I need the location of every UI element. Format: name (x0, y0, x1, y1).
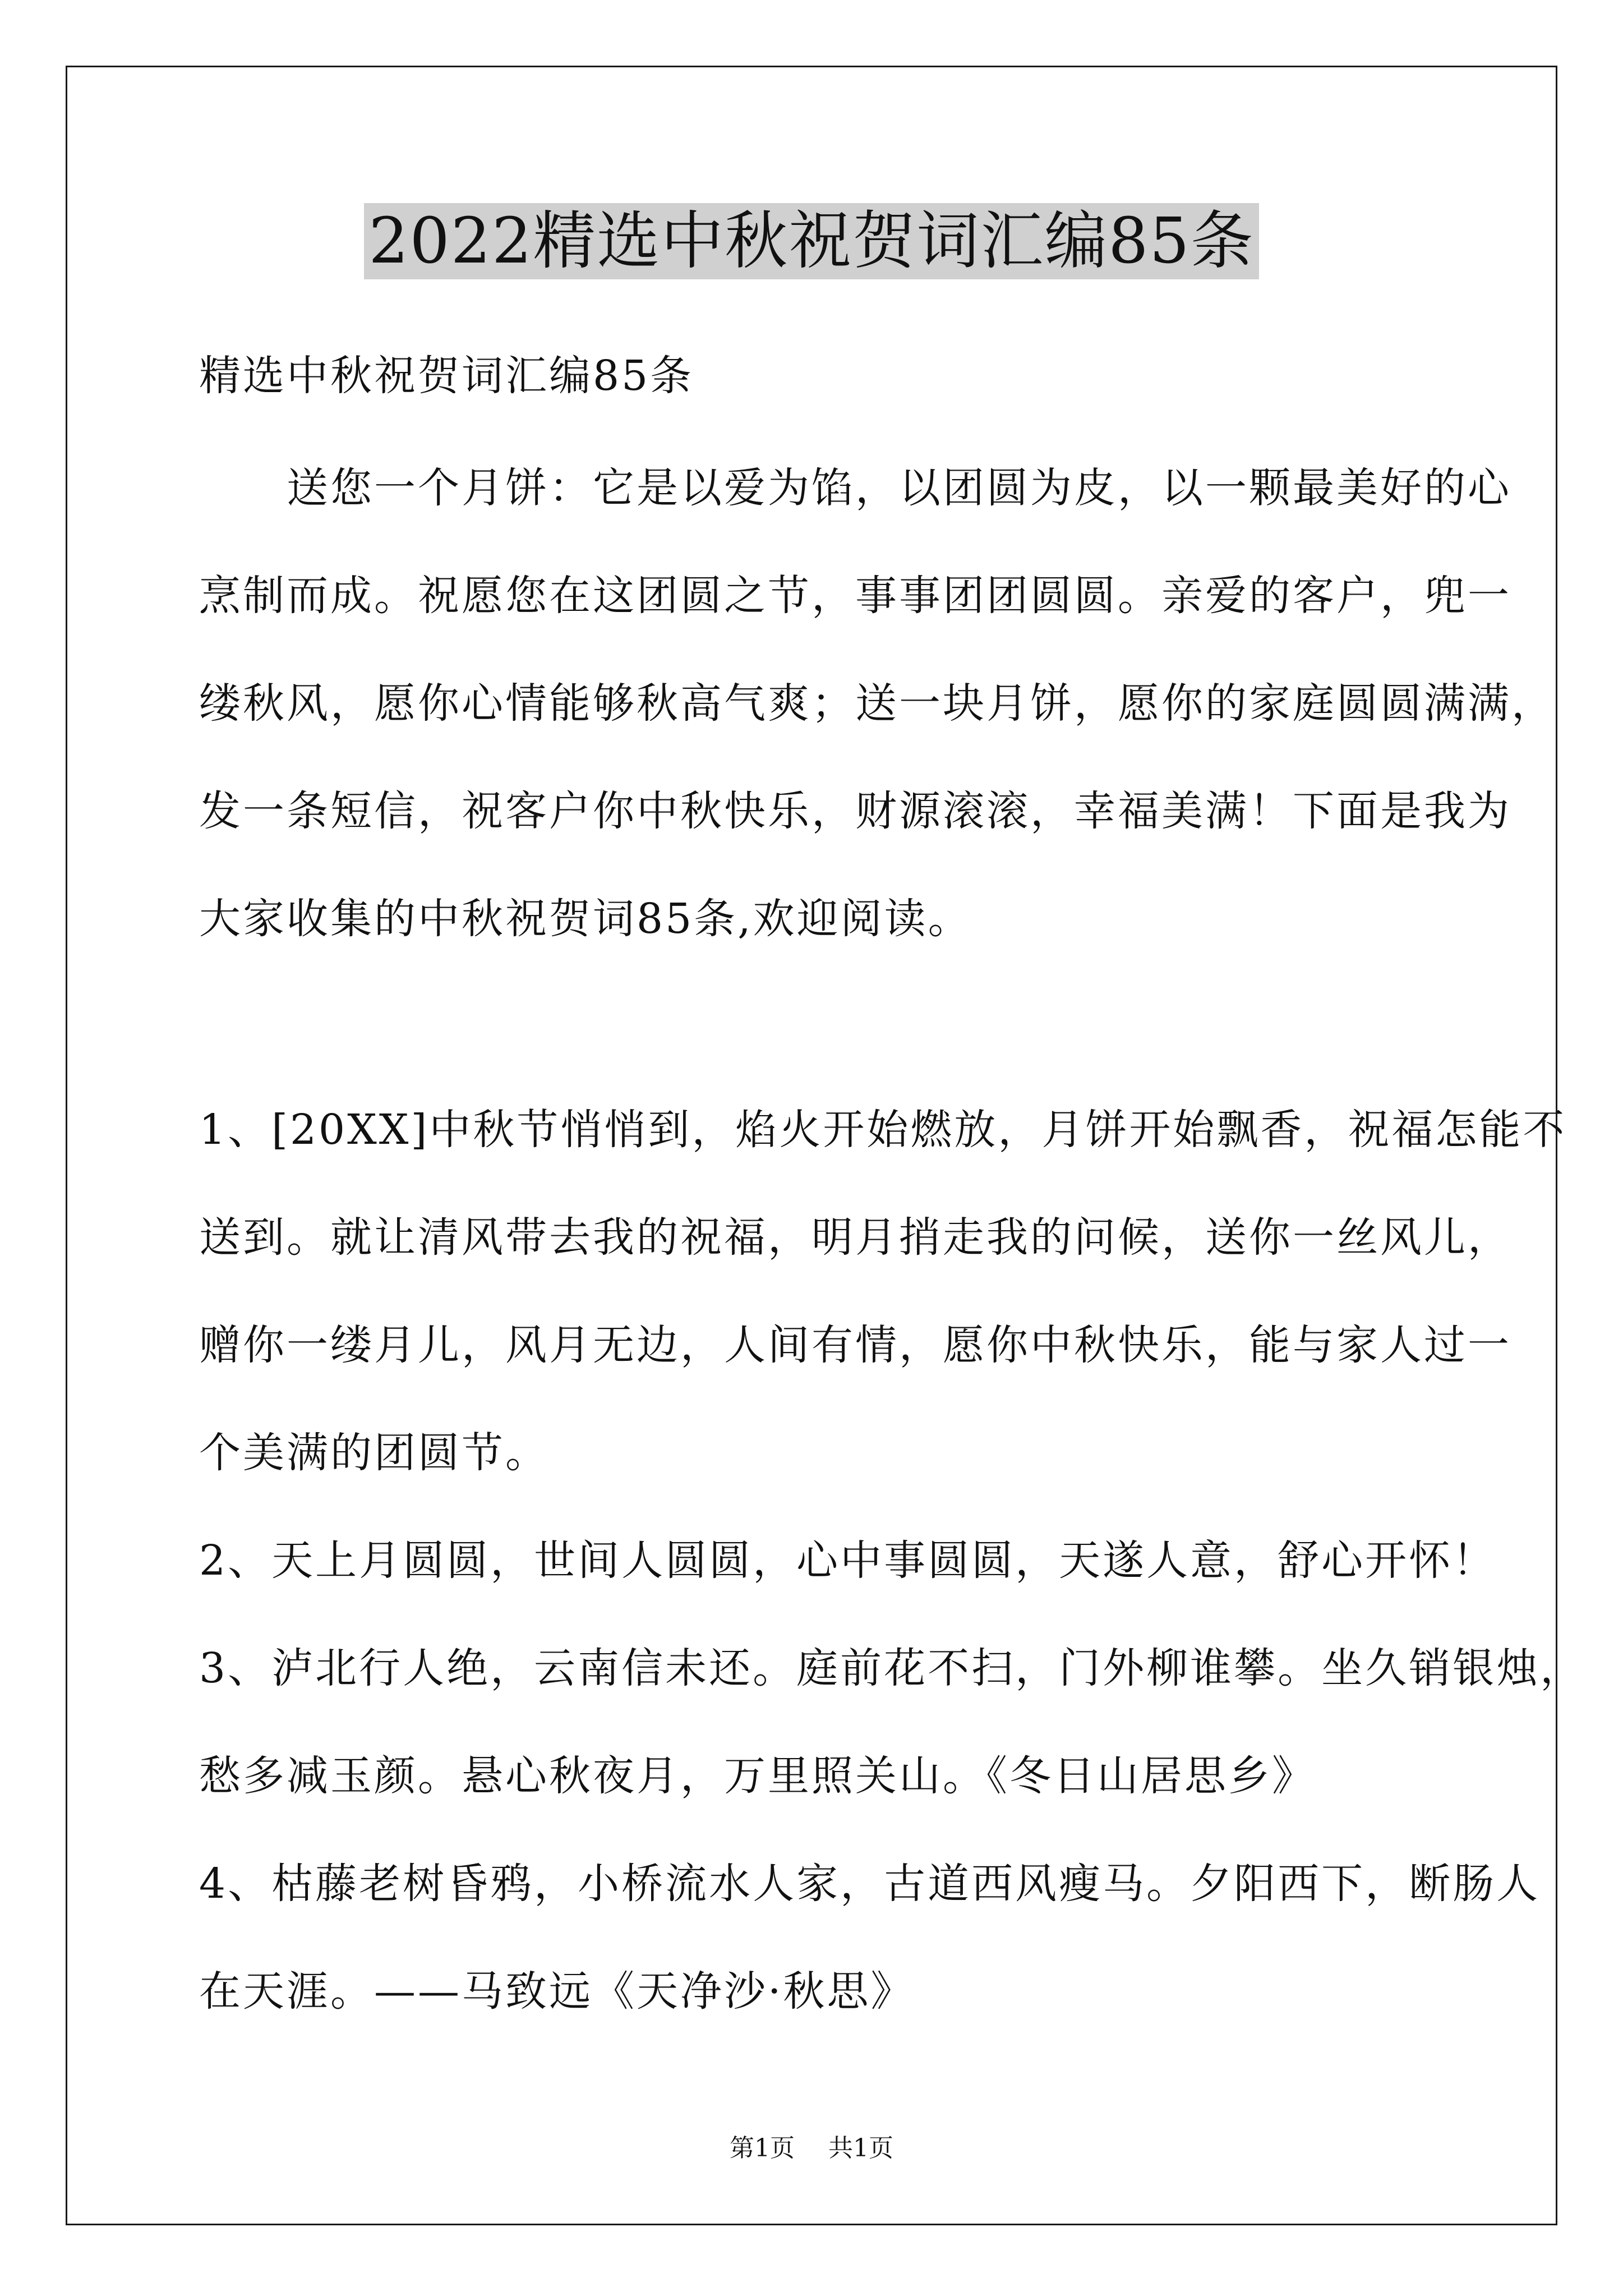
paragraph-line: 大家收集的中秋祝贺词85条,欢迎阅读。 (199, 895, 972, 943)
paragraph-line: 发一条短信，祝客户你中秋快乐，财源滚滚，幸福美满！下面是我为 (199, 787, 1511, 835)
list-item-line: 2、天上月圆圆，世间人圆圆，心中事圆圆，天遂人意，舒心开怀！ (199, 1536, 1497, 1585)
list-item-line: 赠你一缕月儿，风月无边，人间有情，愿你中秋快乐，能与家人过一 (199, 1321, 1511, 1369)
list-item-line: 在天涯。——马致远《天净沙·秋思》 (199, 1967, 915, 2016)
list-item-line: 愁多减玉颜。悬心秋夜月，万里照关山。《冬日山居思乡》 (199, 1752, 1316, 1800)
paragraph-line: 缕秋风，愿你心情能够秋高气爽；送一块月饼，愿你的家庭圆圆满满， (199, 679, 1555, 728)
list-item-line: 1、[20XX]中秋节悄悄到，焰火开始燃放，月饼开始飘香，祝福怎能不 (199, 1106, 1567, 1154)
page-total: 共1页 (828, 2134, 893, 2162)
title-container (0, 203, 1623, 279)
paragraph-line: 送您一个月饼：它是以爱为馅，以团圆为皮，以一颗最美好的心 (199, 464, 1511, 512)
list-item-line: 3、泸北行人绝，云南信未还。庭前花不扫，门外柳谁攀。坐久销银烛， (199, 1644, 1584, 1692)
document-subtitle: 精选中秋祝贺词汇编85条 (199, 352, 694, 400)
list-item-line: 4、枯藤老树昏鸦，小桥流水人家，古道西风瘦马。夕阳西下，断肠人 (199, 1860, 1541, 1908)
paragraph-line: 烹制而成。祝愿您在这团圆之节，事事团团圆圆。亲爱的客户，兜一 (199, 572, 1511, 620)
page-number: 第1页 (730, 2134, 795, 2162)
list-item-line: 个美满的团圆节。 (199, 1429, 549, 1477)
list-item-line: 送到。就让清风带去我的祝福，明月捎走我的问候，送你一丝风儿， (199, 1213, 1511, 1262)
page-footer (0, 2132, 1623, 2165)
document-title: 2022精选中秋祝贺词汇编85条 (364, 203, 1259, 279)
